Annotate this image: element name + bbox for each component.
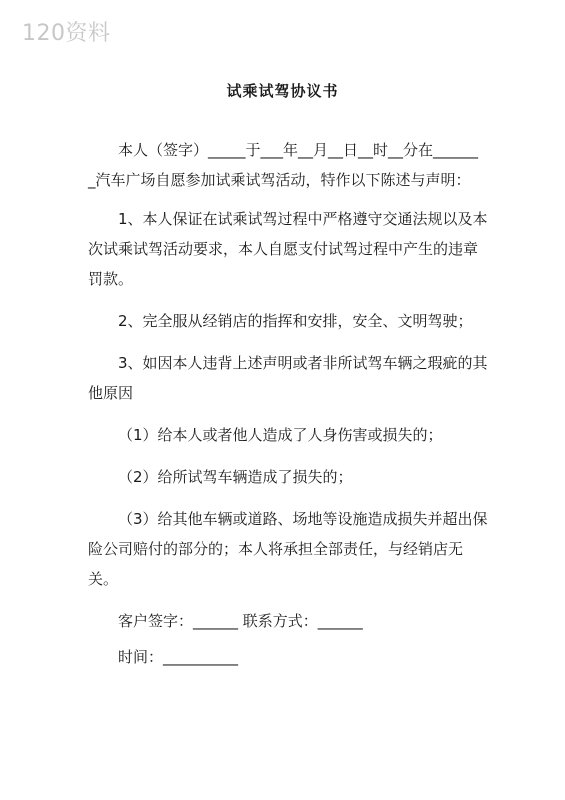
document-title: 试乘试驾协议书 (226, 82, 339, 100)
customer-signature-line: 客户签字：______ 联系方式：______ (118, 612, 363, 630)
declaration-paragraph: 本人（签字）_____于___年__月__日__时__分在______ _汽车广场自愿参加试乘试驾活动，特作以下陈述与声明： (88, 141, 479, 189)
watermark: 120资料 (22, 21, 111, 46)
sub-clause-1: （1）给本人或者他人造成了人身伤害或损失的； (118, 426, 443, 444)
document-body (88, 135, 488, 672)
clause-2: 2、完全服从经销店的指挥和安排，安全、文明驾驶； (118, 312, 473, 330)
date-line: 时间：__________ (118, 648, 239, 666)
clause-1: 1、本人保证在试乘试驾过程中严格遵守交通法规以及本次试乘试驾活动要求，本人自愿支付试驾过程中产生的违章罚款。 (88, 210, 488, 288)
sub-clause-2: （2）给所试驾车辆造成了损失的； (118, 468, 353, 486)
sub-clause-3: （3）给其他车辆或道路、场地等设施造成损失并超出保险公司赔付的部分的；本人将承担全部责任，与经销店无关。 (88, 510, 488, 588)
clause-3: 3、如因本人违背上述声明或者非所试驾车辆之瑕疵的其他原因 (88, 354, 488, 402)
